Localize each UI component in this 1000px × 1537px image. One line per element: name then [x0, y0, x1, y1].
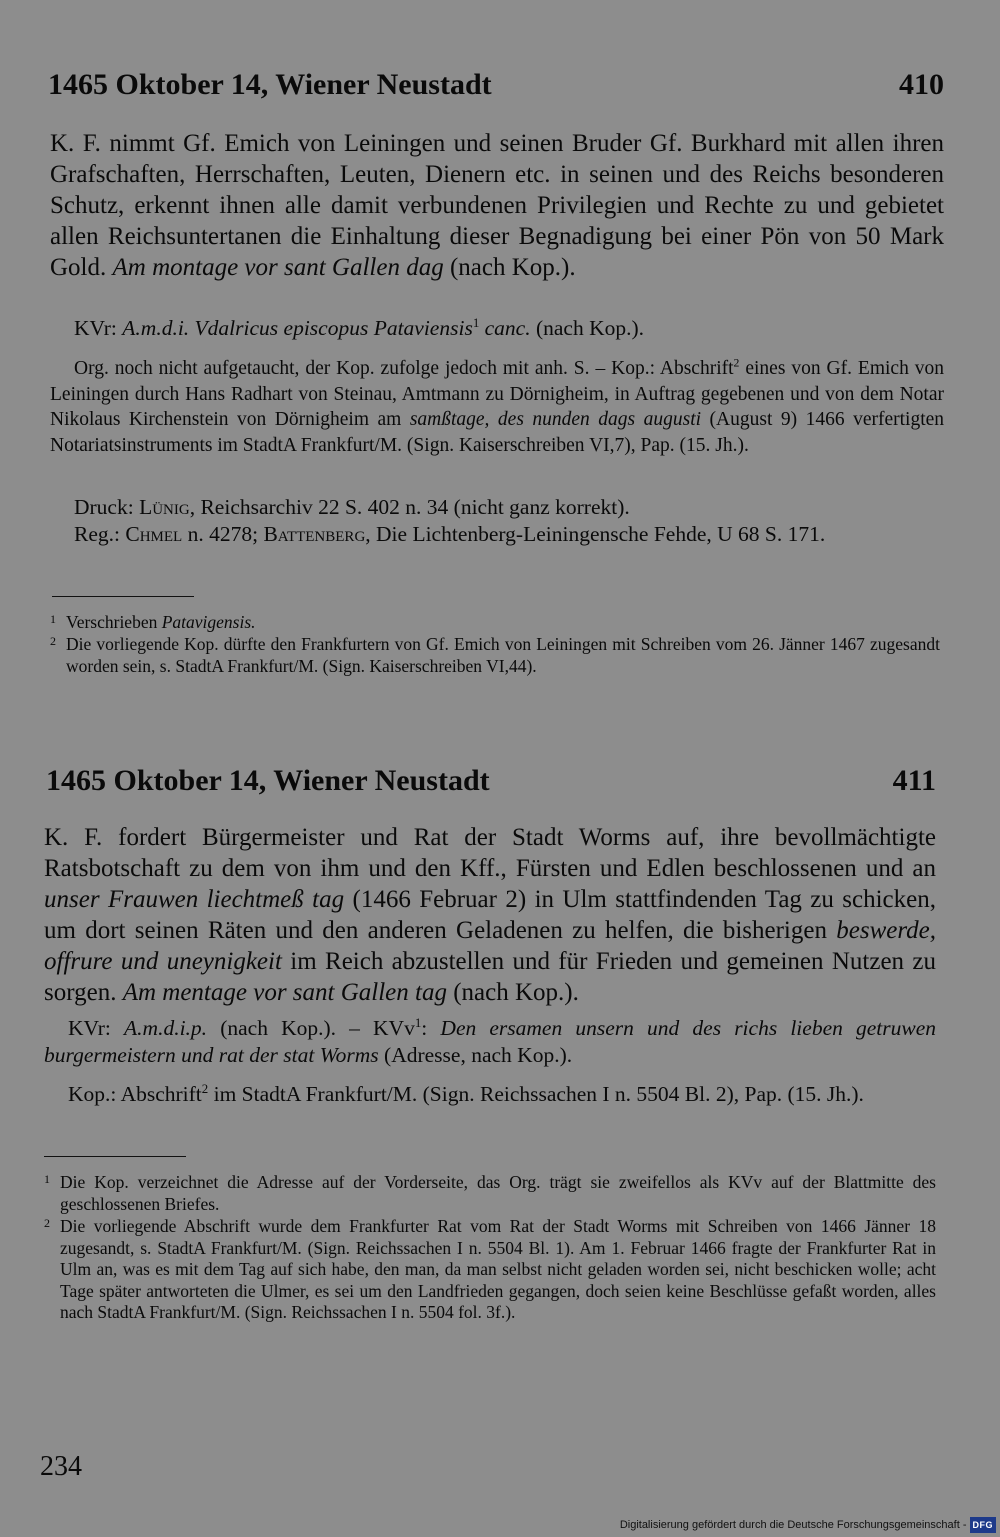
kvr-colon: : — [421, 1016, 428, 1040]
kvr-label: KVr: — [68, 1016, 111, 1040]
entry-410-reg — [50, 521, 944, 548]
entry-410-regest — [50, 128, 944, 283]
footnote-text: Die vorliegende Kop. dürfte den Frankfurtern von Gf. Emich von Leiningen mit Schreiben vom 26. Jänner 1467 zugesandt worden sein, s. StadtA Frankfurt/M. (Sign. Kaiserschreiben VI,44). — [66, 634, 940, 676]
footnote-text: Die Kop. verzeichnet die Adresse auf der Vorderseite, das Org. trägt sie zweifellos als KVv auf der Blattmitte des geschlossenen Briefes. — [60, 1172, 936, 1214]
footnote-separator — [44, 1156, 186, 1157]
entry-411-heading — [46, 764, 936, 798]
page-number: 234 — [40, 1451, 82, 1482]
entry-410-tradition — [50, 356, 944, 458]
regest-italic: beswerde, offrure und uneynigkeit — [44, 917, 937, 975]
entry-410-footnote-2 — [50, 634, 940, 677]
entry-411-footnote-2 — [44, 1216, 936, 1324]
entry-410-druck — [50, 494, 944, 521]
kvr-text: A.m.d.i. Vdalricus episcopus Pataviensis — [122, 316, 473, 340]
entry-410-regest-tail: (nach Kop.). — [449, 254, 576, 281]
footnote-ref: 2 — [733, 356, 740, 370]
tradition-text: Org. noch nicht aufgetaucht, der Kop. zufolge jedoch mit anh. S. – Kop.: Abschrift — [74, 358, 734, 379]
entry-410-regest-text: K. F. nimmt Gf. Emich von Leiningen und seinen Bruder Gf. Burkhard mit allen ihren Grafschaften, Herrschaften, Leuten, Dienern etc. in seinen und des Reichs besonderen Schutz, erkennt ihnen alle damit verbundenen Privilegien und Rechte zu und gebietet allen Reichsuntertanen die Einhaltung dieser Begnadigung bei einer Pön von 50 Mark Gold. — [50, 130, 944, 281]
footnote-text: Verschrieben — [66, 612, 158, 632]
entry-411-number: 411 — [892, 764, 936, 797]
footnote-mark: 2 — [44, 1216, 50, 1230]
regest-text: (1466 Februar 2) in Ulm stattfindenden Tag zu schicken, um dort seinen Räten und den anderen Geladenen zu helfen, die bisherigen — [44, 886, 937, 944]
dfg-logo-icon: DFG — [970, 1517, 997, 1533]
entry-411-kvr — [44, 1015, 936, 1069]
credit-text: Digitalisierung gefördert durch die Deutsche Forschungsgemeinschaft - — [619, 1519, 967, 1531]
reg-text: n. 4278; — [187, 522, 259, 546]
kvr-text: (nach Kop.). – KVv — [220, 1016, 415, 1040]
footnote-italic: Patavigensis. — [161, 612, 256, 632]
entry-410-title: 1465 Oktober 14, Wiener Neustadt — [48, 68, 492, 101]
entry-411-kop — [44, 1081, 936, 1108]
kvr-label: KVr: — [74, 316, 117, 340]
tradition-text: (August 9) 1466 verfertigten Notariatsinstruments im StadtA Frankfurt/M. (Sign. Kaiserschreiben VI,7), Pap. (15. Jh.). — [50, 409, 945, 456]
entry-410-footnote-1 — [50, 612, 940, 634]
footnote-text: Die vorliegende Abschrift wurde dem Frankfurter Rat vom Rat der Stadt Worms mit Schreiben von 1466 Jänner 18 zugesandt, s. StadtA Frankfurt/M. (Sign. Reichssachen I n. 5504 Bl. 1). Am 1. Februar 1466 fragte der Frankfurter Rat in Ulm an, was es mit dem Tag auf sich habe, den man, da man selbst nicht geladen worden sei, nicht beschicken wolle; acht Tage später antworteten die Ulmer, es sei um den Landfrieden gegangen, doch seien keine Beschlüsse gefaßt worden, alles nach StadtA Frankfurt/M. (Sign. Reichssachen I n. 5504 fol. 3f.). — [60, 1216, 936, 1322]
kvr-tail: (nach Kop.). — [535, 316, 645, 340]
footnote-mark: 1 — [50, 612, 56, 626]
reg-text: Die Lichtenberg-Leiningensche Fehde, U 68 S. 171. — [376, 522, 826, 546]
footnote-ref: 2 — [201, 1081, 209, 1096]
kop-text: im StadtA Frankfurt/M. (Sign. Reichssachen I n. 5504 Bl. 2), Pap. (15. Jh.). — [213, 1082, 864, 1106]
entry-410-number: 410 — [899, 68, 944, 101]
entry-410-date-formula: Am montage vor sant Gallen dag — [112, 254, 444, 281]
regest-tail: (nach Kop.). — [453, 979, 579, 1006]
dfg-credit — [620, 1517, 996, 1533]
reg-label: Reg.: — [74, 522, 120, 546]
footnote-ref: 1 — [472, 315, 480, 330]
kvr-text: A.m.d.i.p. — [124, 1016, 208, 1040]
entry-410-heading — [48, 68, 944, 102]
entry-411-regest — [44, 822, 936, 1008]
reg-author: Battenberg, — [263, 522, 371, 546]
kvv-text: Den ersamen unsern und des richs lieben getruwen burgermeistern und rat der stat Worms — [44, 1016, 937, 1067]
footnote-ref: 1 — [414, 1015, 422, 1030]
druck-label: Druck: — [74, 495, 134, 519]
reg-author: Chmel — [125, 522, 183, 546]
footnote-separator — [52, 596, 194, 597]
tradition-text: eines von Gf. Emich von Leiningen durch Hans Radhart von Steinau, Amtmann zu Dörnigheim, in Auftrag gegebenen und von dem Notar Nikolaus Kirchenstein von Dörnigheim am — [50, 358, 945, 430]
regest-text: K. F. fordert Bürgermeister und Rat der Stadt Worms auf, ihre bevollmächtigte Ratsbotschaft zu dem von ihm und den Kff., Fürsten und Edlen beschlossenen und an — [44, 824, 936, 882]
entry-411-footnote-1 — [44, 1172, 936, 1215]
druck-author: Lünig, — [139, 495, 196, 519]
regest-text: im Reich abzustellen und für Frieden und gemeinen Nutzen zu sorgen. — [44, 948, 936, 1006]
tradition-date: samßtage, des nunden dags augusti — [409, 409, 702, 430]
entry-410-kvr — [50, 315, 944, 342]
footnote-mark: 2 — [50, 634, 56, 648]
regest-italic: unser Frauwen liechtmeß tag — [44, 886, 345, 913]
entry-411-title: 1465 Oktober 14, Wiener Neustadt — [46, 764, 490, 797]
druck-text: Reichsarchiv 22 S. 402 n. 34 (nicht ganz korrekt). — [200, 495, 630, 519]
regest-date-formula: Am mentage vor sant Gallen tag — [122, 979, 447, 1006]
kvv-tail: (Adresse, nach Kop.). — [384, 1043, 573, 1067]
footnote-mark: 1 — [44, 1172, 50, 1186]
kop-text: Kop.: Abschrift — [68, 1082, 202, 1106]
kvr-canc: canc. — [484, 316, 531, 340]
